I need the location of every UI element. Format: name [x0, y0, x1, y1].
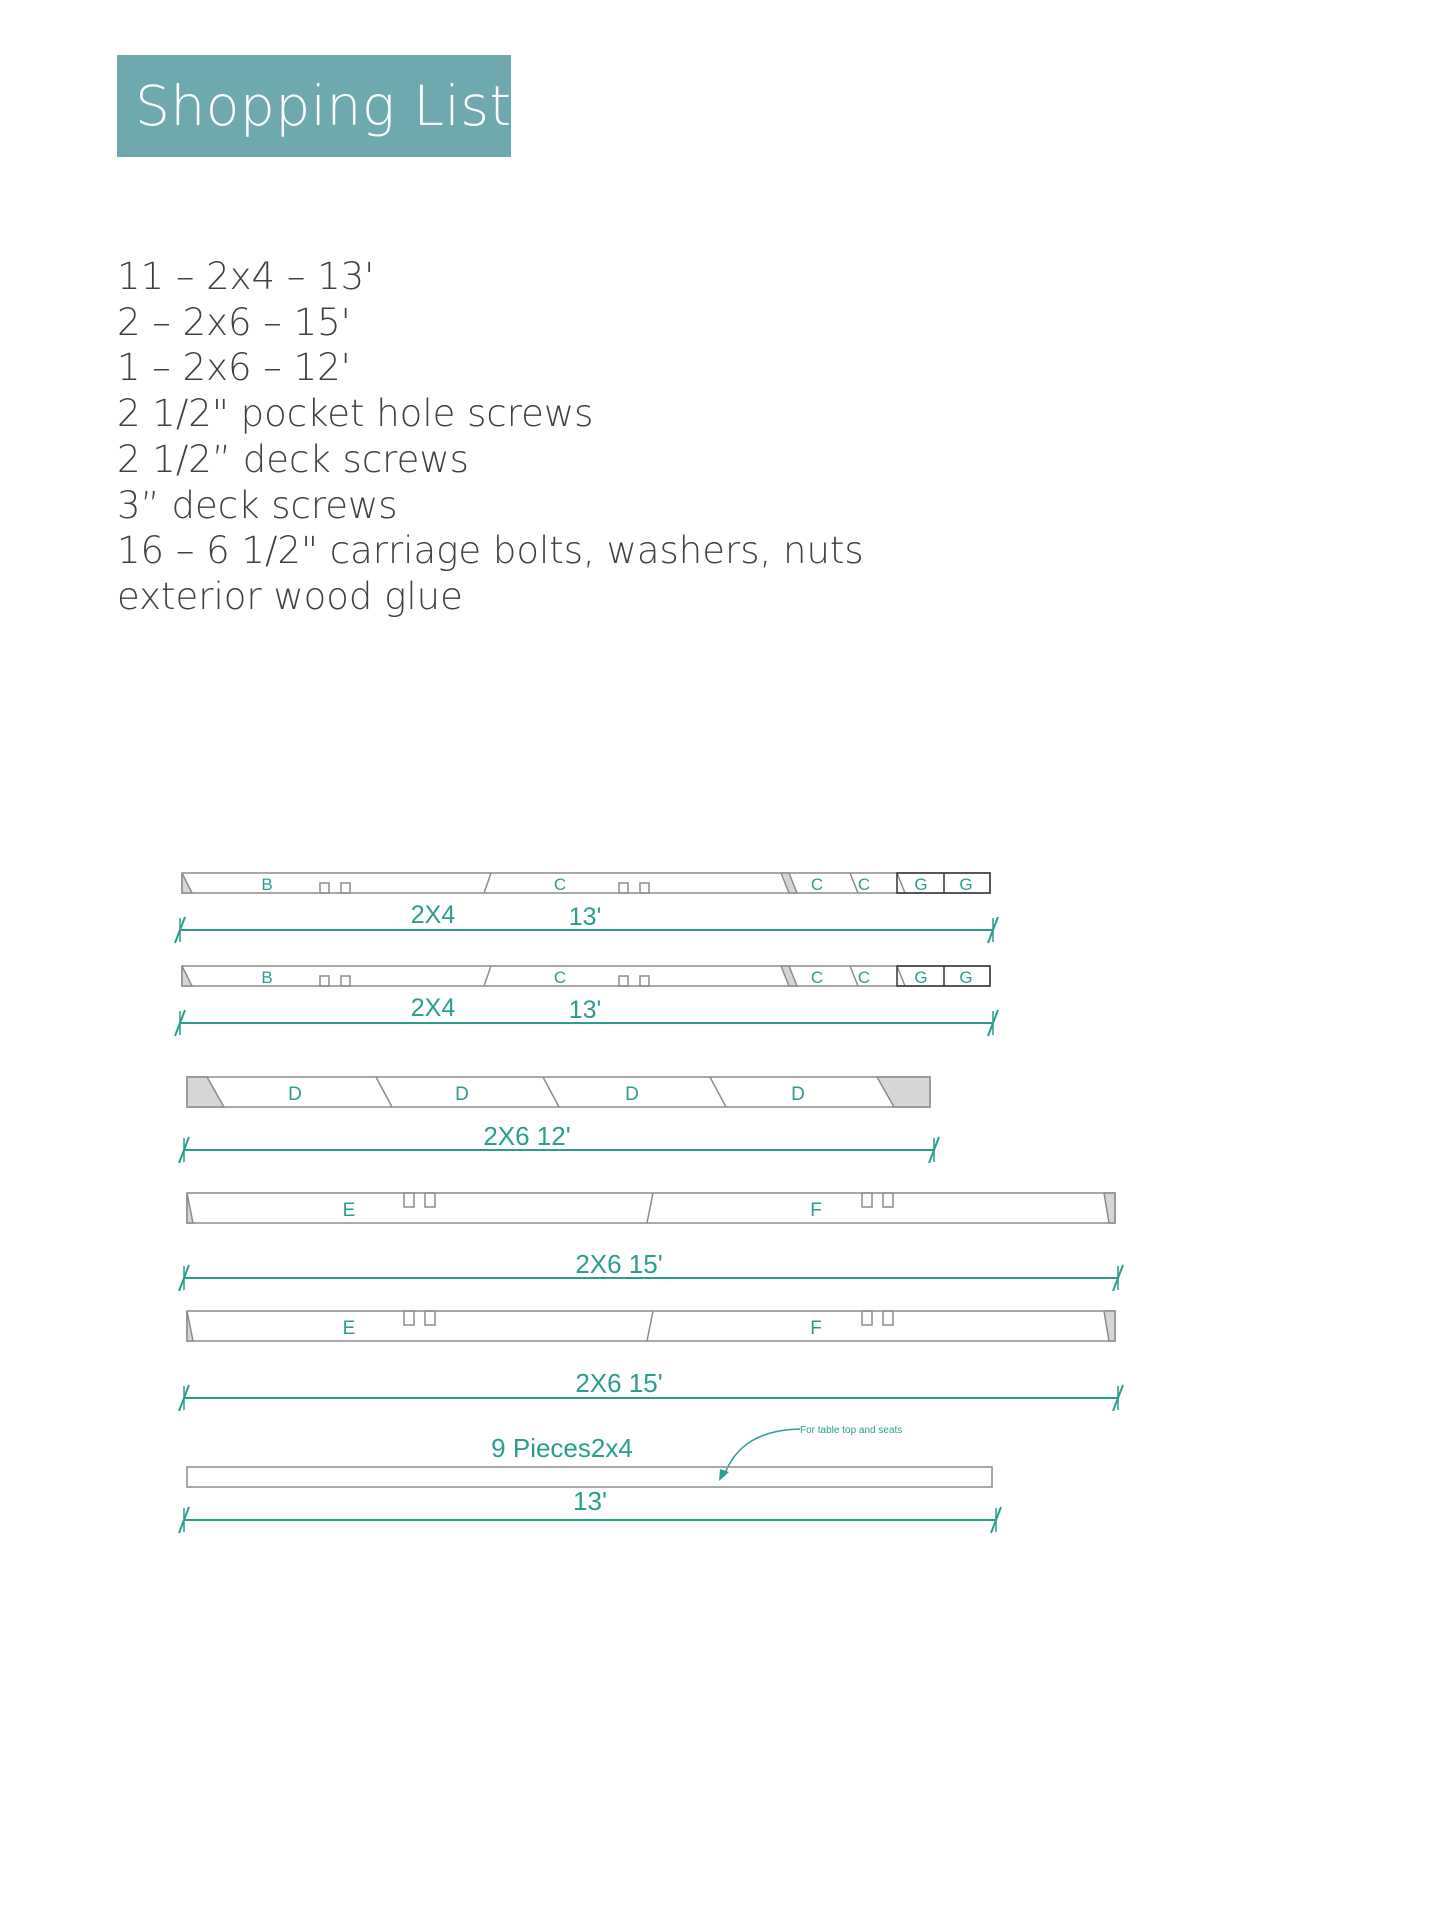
notch [862, 1193, 872, 1207]
board-outline [187, 1467, 992, 1487]
board-2x6-15-row-1-labels [343, 1200, 822, 1279]
part-label: F [810, 1318, 822, 1339]
cut-line [850, 966, 858, 986]
waste-piece [1104, 1193, 1115, 1223]
waste-piece [877, 1077, 930, 1107]
part-label: G [959, 875, 973, 894]
waste-piece [187, 1077, 224, 1107]
cut-line [647, 1193, 653, 1223]
waste-piece [187, 1311, 193, 1341]
part-label: B [261, 875, 273, 894]
part-label: F [810, 1200, 822, 1221]
notch [883, 1311, 893, 1325]
notch [425, 1311, 435, 1325]
part-label: D [455, 1084, 469, 1105]
board-2x6-15-row-2 [187, 1311, 1115, 1341]
board-size-label: 2X4 [410, 901, 456, 929]
board-length-label: 13' [568, 996, 602, 1024]
page-title: Shopping List [135, 74, 512, 138]
board-2x4-row-1-labels [261, 875, 972, 931]
board-dimension-label: 2X6 15' [575, 1368, 663, 1398]
board-outline [187, 1311, 1115, 1341]
cut-line [897, 873, 905, 893]
notch [320, 976, 329, 986]
notch [640, 976, 649, 986]
board-outline [187, 1193, 1115, 1223]
board-length-label: 13' [573, 1486, 607, 1516]
cut-line [484, 873, 491, 893]
board-2x4-row-2-labels [261, 968, 972, 1024]
list-item: 2 1/2" pocket hole screws [117, 392, 594, 436]
cut-line [897, 966, 905, 986]
notch [619, 976, 628, 986]
board-2x6-15-row-2-labels [343, 1318, 822, 1398]
list-item: 11 – 2x4 – 13' [117, 255, 375, 298]
board-size-label: 2X4 [410, 994, 456, 1022]
cut-line [484, 966, 491, 986]
waste-piece [781, 873, 797, 893]
notch [341, 883, 350, 893]
part-label: E [342, 1200, 356, 1221]
notch [862, 1311, 872, 1325]
annotation-arrow [724, 1429, 800, 1476]
part-label: C [857, 875, 871, 894]
part-label: C [553, 968, 567, 987]
board-2x6-12-labels [288, 1084, 805, 1151]
list-item: 2 – 2x6 – 15' [117, 300, 351, 344]
board-9-pieces [187, 1425, 992, 1516]
part-label: E [342, 1318, 356, 1339]
part-label: C [810, 968, 824, 987]
annotation-note: For table top and seats [800, 1425, 903, 1436]
notch [404, 1193, 414, 1207]
cut-line [710, 1077, 726, 1107]
quantity-label: 9 Pieces2x4 [491, 1433, 633, 1463]
board-2x6-15-row-1 [187, 1193, 1115, 1223]
list-item: 16 – 6 1/2" carriage bolts, washers, nuts [117, 529, 864, 573]
list-item: 2 1/2” deck screws [117, 437, 469, 481]
notch [425, 1193, 435, 1207]
board-dimension-label: 2X6 12' [483, 1121, 571, 1151]
waste-piece [182, 873, 192, 893]
part-label: D [625, 1084, 639, 1105]
cut-line [376, 1077, 392, 1107]
notch [619, 883, 628, 893]
part-label: C [810, 875, 824, 894]
board-dimension-label: 2X6 15' [575, 1249, 663, 1279]
cut-line [647, 1311, 653, 1341]
part-label: D [288, 1084, 302, 1105]
part-label: G [959, 968, 973, 987]
board-length-label: 13' [568, 903, 602, 931]
cut-line [543, 1077, 559, 1107]
waste-piece [781, 966, 797, 986]
list-item: exterior wood glue [117, 574, 463, 618]
waste-piece [182, 966, 192, 986]
arrowhead [719, 1469, 729, 1481]
notch [640, 883, 649, 893]
part-label: C [553, 875, 567, 894]
list-item: 3” deck screws [117, 483, 398, 527]
part-label: B [261, 968, 273, 987]
list-item: 1 – 2x6 – 12' [117, 346, 351, 390]
waste-piece [1104, 1311, 1115, 1341]
cut-line [850, 873, 858, 893]
notch [320, 883, 329, 893]
part-label: D [791, 1084, 805, 1105]
notch [883, 1193, 893, 1207]
part-label: G [914, 968, 928, 987]
part-label: G [914, 875, 928, 894]
part-label: C [857, 968, 871, 987]
notch [404, 1311, 414, 1325]
notch [341, 976, 350, 986]
waste-piece [187, 1193, 193, 1223]
